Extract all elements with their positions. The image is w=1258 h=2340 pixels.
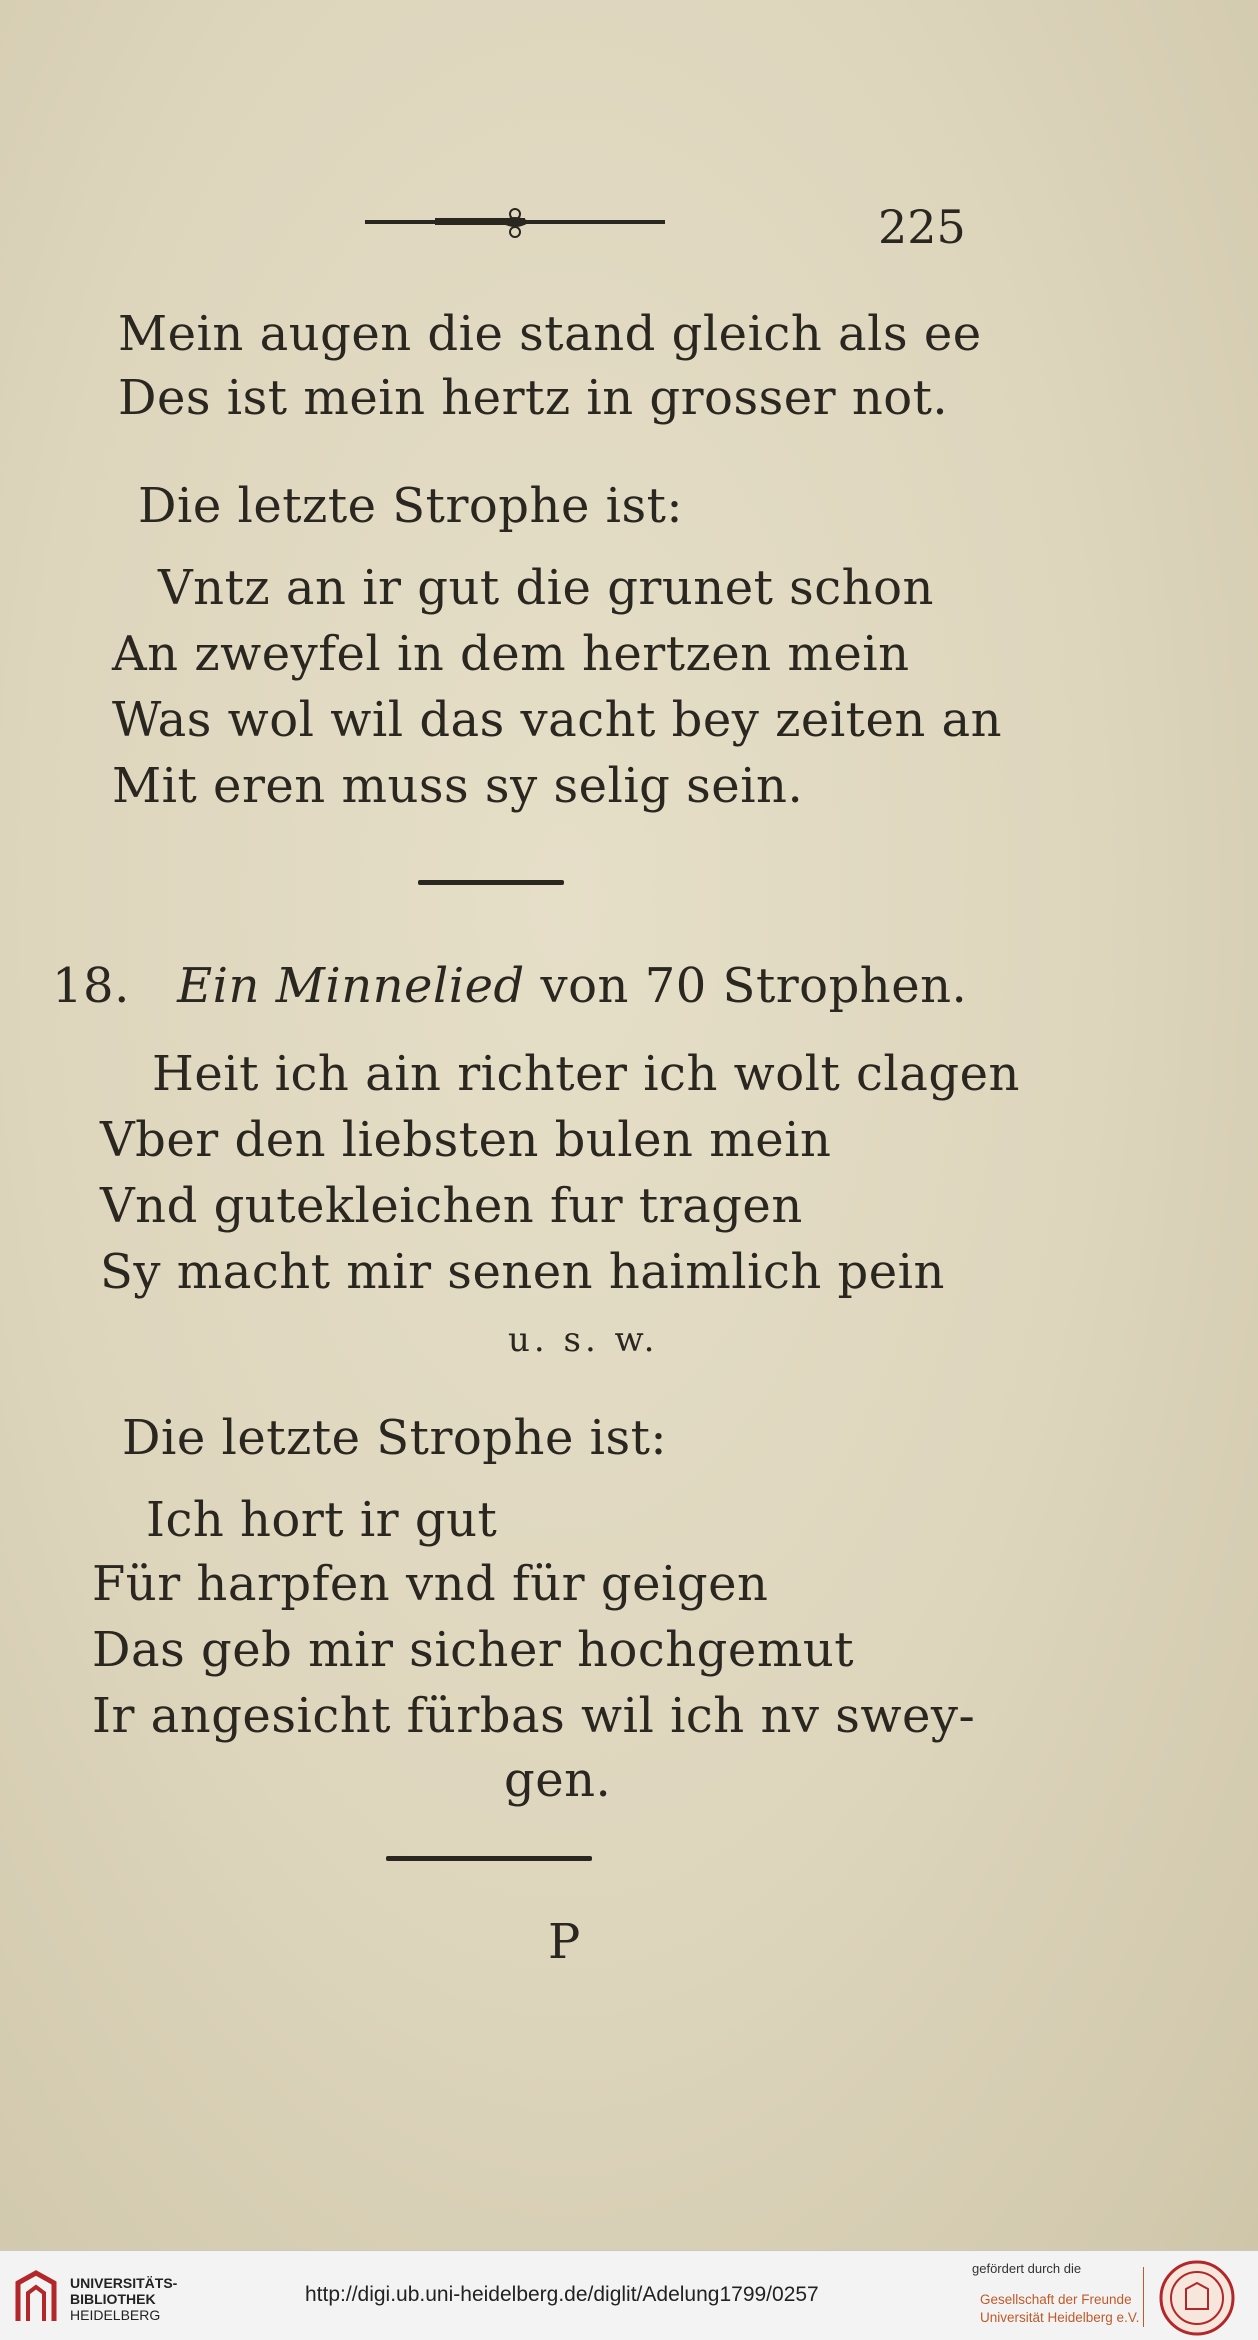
library-name-line: BIBLIOTHEK [70,2291,156,2307]
section-rule [418,880,564,885]
library-name-line: HEIDELBERG [70,2307,161,2323]
verse-line: Ich hort ir gut [146,1492,498,1548]
verse-line: Mein augen die stand gleich als ee [118,306,982,362]
etc-note: u. s. w. [508,1320,659,1360]
sponsor-name-line: Gesellschaft der Freunde [980,2292,1132,2307]
entry-title-italic: Ein Minnelied [177,958,525,1014]
library-logo-icon [14,2269,58,2325]
verse-line: Für harpfen vnd für geigen [92,1556,769,1612]
sponsor-name-line: Universität Heidelberg e.V. [980,2310,1140,2325]
verse-line: Heit ich ain richter ich wolt clagen [152,1046,1020,1102]
verse-line: Vnd gutekleichen fur tragen [100,1178,803,1234]
entry-title-rest: von 70 Strophen. [540,958,968,1014]
section-heading: Die letzte Strophe ist: [122,1410,668,1466]
page-number: 225 [878,200,966,254]
verse-line: gen. [504,1752,612,1808]
verse-line: Ir angesicht fürbas wil ich nv swey- [92,1688,976,1744]
section-heading: Die letzte Strophe ist: [138,478,684,534]
library-name-line: UNIVERSITÄTS- [70,2275,178,2291]
sponsor-label: gefördert durch die [972,2261,1082,2276]
verse-line: Das geb mir sicher hochgemut [92,1622,855,1678]
library-name [70,2275,177,2323]
verse-line: Vber den liebsten bulen mein [100,1112,832,1168]
permalink[interactable]: http://digi.ub.uni-heidelberg.de/diglit/Adelung1799/0257 [305,2283,819,2306]
verse-line: Was wol wil das vacht bey zeiten an [112,692,1003,748]
verse-line: Sy macht mir senen haimlich pein [100,1244,945,1300]
footer-divider [1143,2267,1144,2327]
verse-line: Vntz an ir gut die grunet schon [158,560,934,616]
entry-title [52,958,967,1014]
entry-number: 18. [52,958,130,1014]
viewer-footer [0,2250,1258,2340]
header-ornament [365,200,665,250]
verse-line: Des ist mein hertz in grosser not. [118,370,949,426]
verse-line: Mit eren muss sy selig sein. [112,758,804,814]
sponsor-name [980,2291,1139,2327]
signature-mark: P [548,1914,581,1970]
section-rule [386,1856,592,1861]
university-seal-icon [1158,2259,1236,2337]
verse-line: An zweyfel in dem hertzen mein [112,626,910,682]
